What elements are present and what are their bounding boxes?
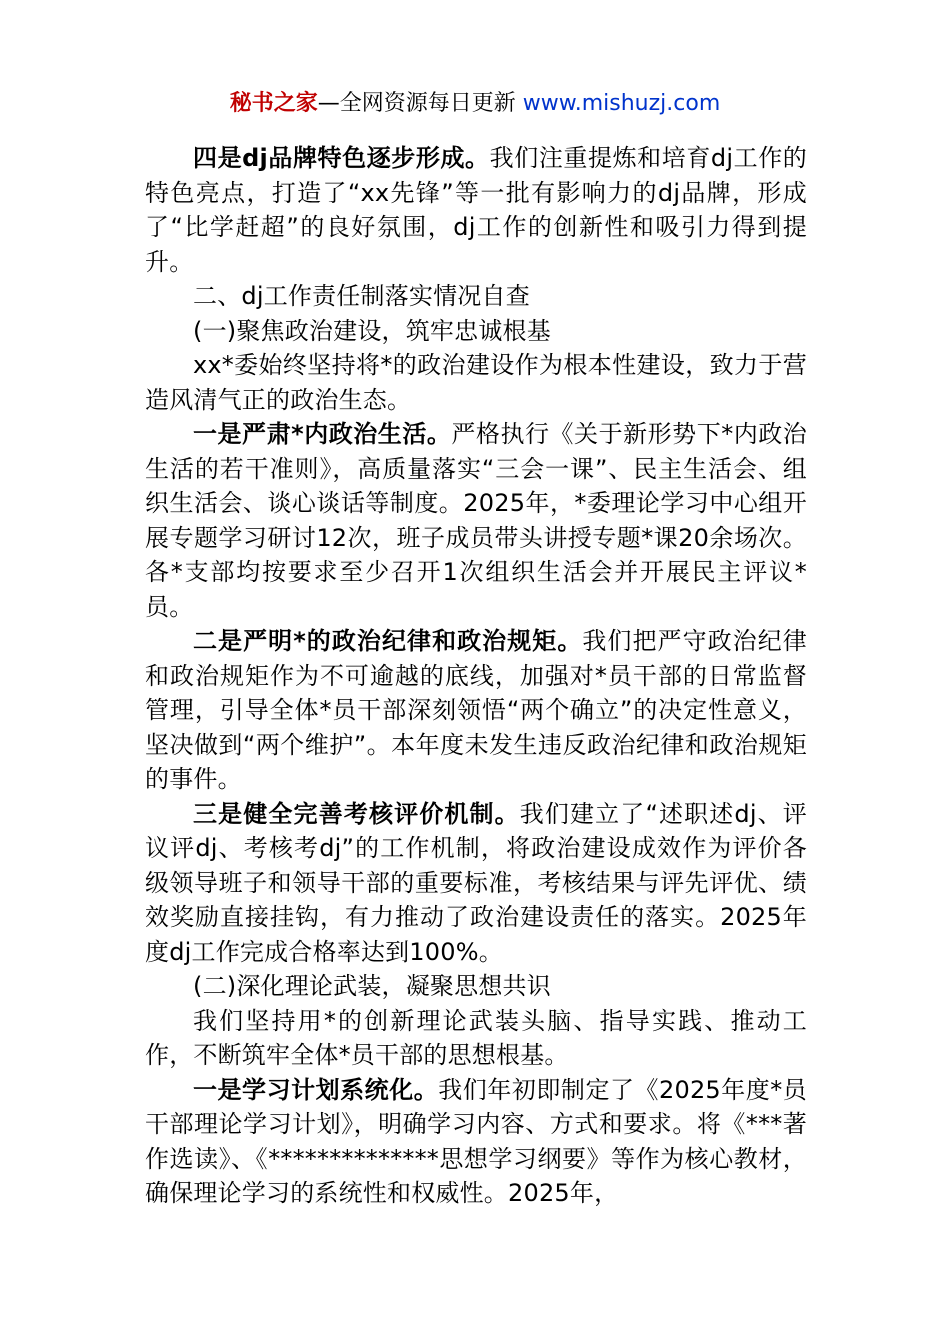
brand-name: 秘书之家: [229, 91, 318, 116]
paragraph-text: 二、dj工作责任制落实情况自查: [193, 282, 530, 310]
paragraph-lead: 四是dj品牌特色逐步形成。: [193, 144, 490, 172]
paragraph: [145, 797, 807, 970]
subsection-heading: [145, 314, 807, 349]
site-header: [0, 88, 950, 120]
paragraph-lead: 一是严肃*内政治生活。: [193, 420, 452, 448]
paragraph-text: 严格执行《关于新形势下*内政治生活的若干准则》，高质量落实“三会一课”、民主生活会、组织生活会、谈心谈话等制度。2025年，*委理论学习中心组开展专题学习研讨12次，班子成员带头讲授专题*课20余场次。各*支部均按要求至少召开1次组织生活会并开展民主评议*员。: [145, 420, 808, 621]
paragraph-text: 我们坚持用*的创新理论武装头脑、指导实践、推动工作，不断筑牢全体*员干部的思想根基。: [145, 1006, 807, 1069]
site-url-link[interactable]: www.mishuzj.com: [522, 91, 721, 116]
paragraph-lead: 二是严明*的政治纪律和政治规矩。: [193, 627, 583, 655]
document-body: [145, 141, 807, 1211]
paragraph: [145, 348, 807, 417]
paragraph-text: 我们把严守政治纪律和政治规矩作为不可逾越的底线，加强对*员干部的日常监督管理，引导全体*员干部深刻领悟“两个确立”的决定性意义，坚决做到“两个维护”。本年度未发生违反政治纪律和政治规矩的事件。: [145, 627, 807, 793]
paragraph: [145, 1073, 807, 1211]
paragraph-lead: 三是健全完善考核评价机制。: [193, 799, 520, 828]
paragraph: [145, 1004, 807, 1073]
paragraph-text: (一)聚焦政治建设，筑牢忠诚根基: [193, 316, 551, 345]
paragraph: [145, 624, 807, 797]
paragraph-lead: 一是学习计划系统化。: [193, 1075, 439, 1104]
paragraph-text: (二)深化理论武装，凝聚思想共识: [193, 972, 551, 1000]
paragraph-text: 我们注重提炼和培育dj工作的特色亮点，打造了“xx先锋”等一批有影响力的dj品牌，形成了“比学赶超”的良好氛围，dj工作的创新性和吸引力得到提升。: [145, 144, 807, 276]
paragraph: [145, 417, 807, 624]
paragraph: [145, 141, 807, 279]
section-heading: [145, 279, 807, 314]
paragraph-text: 我们年初即制定了《2025年度*员干部理论学习计划》，明确学习内容、方式和要求。将《***著作选读》、《**************思想学习纲要》等作为核心教材，确保理论学习的系统性和权威性。2025年，: [145, 1075, 808, 1207]
subsection-heading: [145, 969, 807, 1004]
paragraph-text: xx*委始终坚持将*的政治建设作为根本性建设，致力于营造风清气正的政治生态。: [145, 351, 807, 414]
header-slogan: —全网资源每日更新: [317, 91, 516, 116]
paragraph-text: 我们建立了“述职述dj、评议评dj、考核考dj”的工作机制，将政治建设成效作为评价各级领导班子和领导干部的重要标准，考核结果与评先评优、绩效奖励直接挂钩，有力推动了政治建设责任的落实。2025年度dj工作完成合格率达到100%。: [145, 799, 807, 966]
